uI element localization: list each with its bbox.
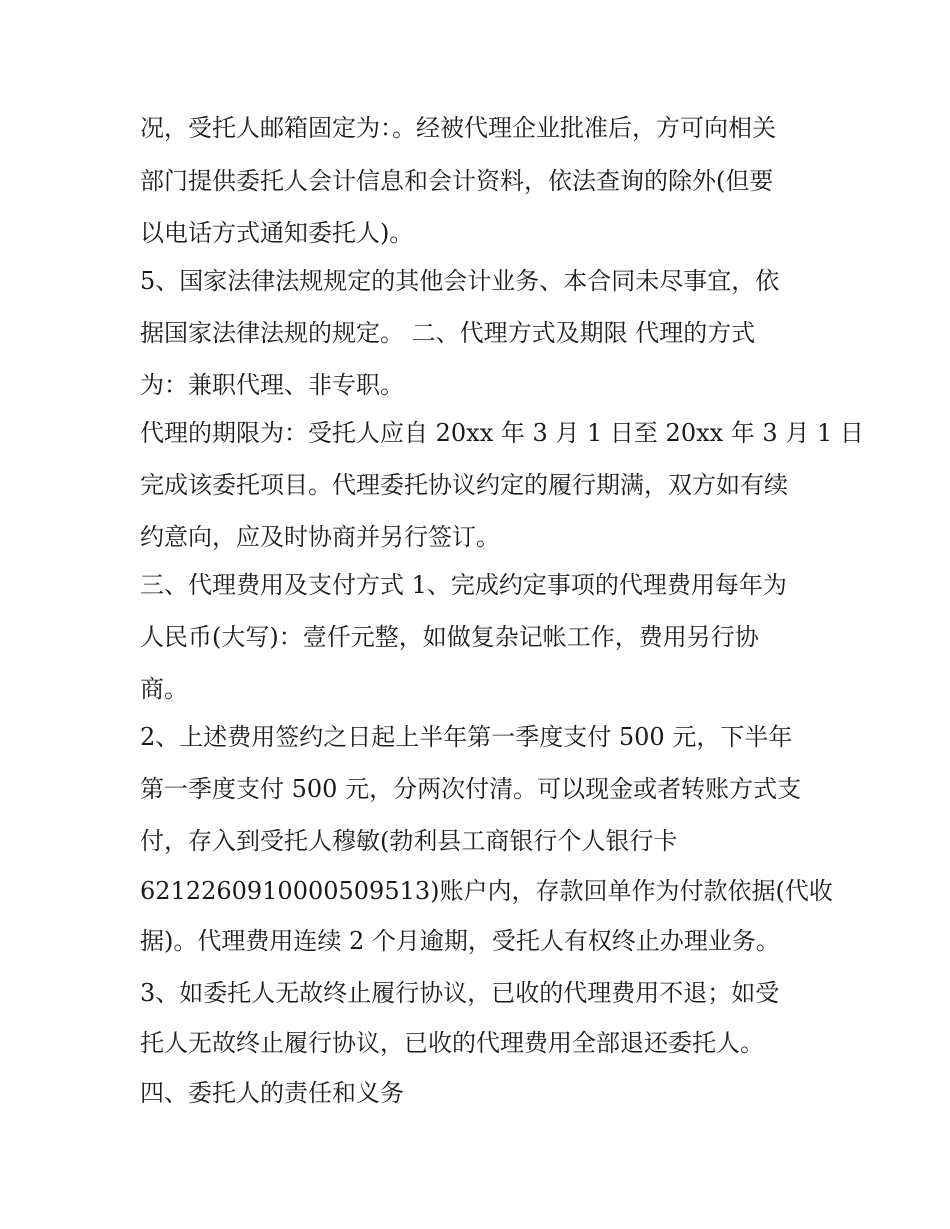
text-line: 托人无故终止履行协议，已收的代理费用全部退还委托人。 (140, 1029, 764, 1057)
text-line: 2、上述费用签约之日起上半年第一季度支付 500 元，下半年 (140, 723, 793, 751)
text-line: 据国家法律法规的规定。 二、代理方式及期限 代理的方式 (140, 319, 756, 347)
text-line: 5、国家法律法规规定的其他会计业务、本合同未尽事宜，依 (140, 267, 780, 295)
text-line: 部门提供委托人会计信息和会计资料，依法查询的除外(但要 (140, 167, 774, 195)
text-line: 第一季度支付 500 元，分两次付清。可以现金或者转账方式支 (140, 775, 802, 803)
text-line: 3、如委托人无故终止履行协议，已收的代理费用不退；如受 (140, 979, 780, 1007)
text-line: 为：兼职代理、非专职。 (140, 371, 404, 399)
text-line: 三、代理费用及支付方式 1、完成约定事项的代理费用每年为 (140, 571, 787, 599)
section-heading: 四、委托人的责任和义务 (140, 1079, 404, 1107)
text-line: 6212260910000509513)账户内，存款回单作为付款依据(代收 (140, 877, 833, 905)
text-line: 人民币(大写)：壹仟元整，如做复杂记帐工作，费用另行协 (140, 623, 759, 651)
text-line: 商。 (140, 675, 188, 703)
text-line: 付，存入到受托人穆敏(勃利县工商银行个人银行卡 (140, 827, 678, 855)
text-line: 约意向，应及时协商并另行签订。 (140, 523, 500, 551)
text-line: 代理的期限为：受托人应自 20xx 年 3 月 1 日至 20xx 年 3 月 1 日 (140, 419, 864, 447)
text-line: 以电话方式通知委托人)。 (140, 219, 414, 247)
text-line: 据)。代理费用连续 2 个月逾期，受托人有权终止办理业务。 (140, 927, 780, 955)
text-line: 完成该委托项目。代理委托协议约定的履行期满，双方如有续 (140, 471, 788, 499)
text-line: 况，受托人邮箱固定为：。经被代理企业批准后，方可向相关 (140, 114, 776, 142)
